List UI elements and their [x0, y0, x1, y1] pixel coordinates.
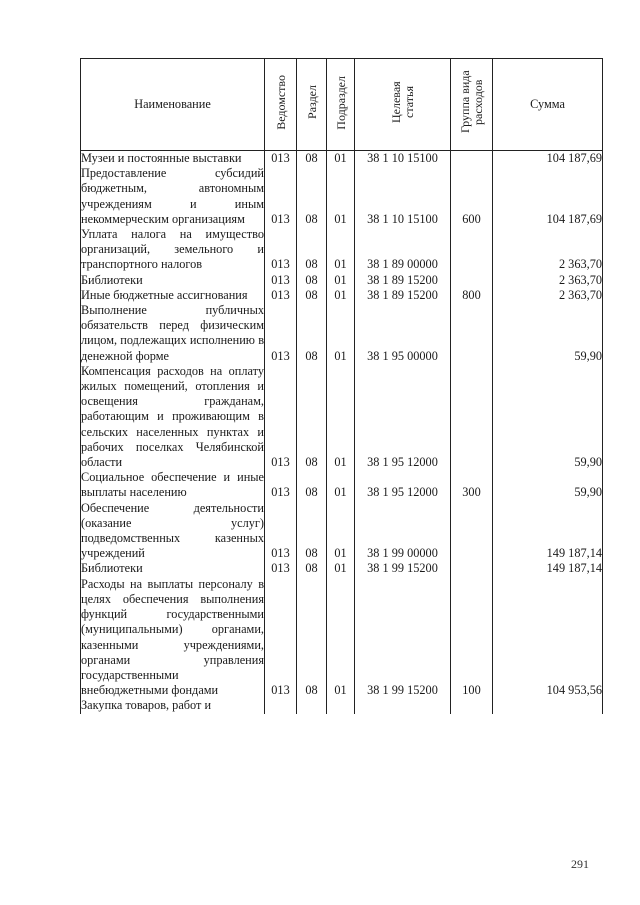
header-dept: Ведомство — [265, 59, 297, 151]
table-row — [81, 561, 603, 576]
cell-expense-group — [451, 227, 493, 273]
cell-sum: 104 187,69 — [493, 166, 603, 227]
cell-dept — [265, 698, 297, 713]
cell-expense-group — [451, 364, 493, 470]
header-sum: Сумма — [493, 59, 603, 151]
cell-section: 08 — [297, 501, 327, 562]
cell-expense-group — [451, 501, 493, 562]
cell-subsection: 01 — [327, 227, 355, 273]
cell-subsection: 01 — [327, 364, 355, 470]
header-section: Раздел — [297, 59, 327, 151]
table-row — [81, 698, 603, 713]
cell-name: Закупка товаров, работ и — [81, 698, 265, 713]
cell-target: 38 1 89 15200 — [355, 288, 451, 303]
cell-expense-group — [451, 698, 493, 713]
cell-target: 38 1 89 15200 — [355, 273, 451, 288]
cell-dept: 013 — [265, 470, 297, 500]
cell-dept: 013 — [265, 303, 297, 364]
cell-section: 08 — [297, 470, 327, 500]
cell-expense-group — [451, 303, 493, 364]
cell-name: Обеспечение деятельности (оказание услуг) подведомственных казенных учреждений — [81, 500, 264, 561]
cell-dept: 013 — [265, 288, 297, 303]
cell-section: 08 — [297, 561, 327, 576]
cell-name: Социальное обеспечение и иные выплаты населению — [81, 470, 264, 500]
header-name: Наименование — [81, 59, 265, 151]
cell-section: 08 — [297, 151, 327, 167]
cell-subsection: 01 — [327, 501, 355, 562]
cell-sum: 149 187,14 — [493, 501, 603, 562]
cell-section: 08 — [297, 227, 327, 273]
table-row — [81, 273, 603, 288]
cell-section: 08 — [297, 273, 327, 288]
cell-dept: 013 — [265, 577, 297, 699]
page-number: 291 — [571, 857, 589, 871]
table-body — [81, 151, 603, 714]
cell-target: 38 1 99 15200 — [355, 561, 451, 576]
cell-subsection — [327, 698, 355, 713]
cell-subsection: 01 — [327, 561, 355, 576]
cell-name: Выполнение публичных обязательств перед физическим лицом, подлежащих исполнению в денежной форме — [81, 303, 264, 363]
cell-name: Расходы на выплаты персоналу в целях обеспечения выполнения функций государственными (муниципальными) органами, казенными учреждениями, органами управления государственными внебюджетными фондами — [81, 576, 264, 698]
cell-sum: 149 187,14 — [493, 561, 603, 576]
cell-section — [297, 698, 327, 713]
cell-target: 38 1 10 15100 — [355, 166, 451, 227]
cell-dept: 013 — [265, 166, 297, 227]
cell-dept: 013 — [265, 561, 297, 576]
cell-dept: 013 — [265, 273, 297, 288]
cell-sum: 2 363,70 — [493, 227, 603, 273]
cell-sum: 104 953,56 — [493, 577, 603, 699]
cell-sum: 104 187,69 — [493, 151, 603, 167]
cell-target: 38 1 99 15200 — [355, 577, 451, 699]
cell-subsection: 01 — [327, 166, 355, 227]
cell-name: Библиотеки — [81, 561, 265, 576]
cell-subsection: 01 — [327, 273, 355, 288]
table-row — [81, 470, 603, 500]
cell-dept: 013 — [265, 151, 297, 167]
table-row — [81, 501, 603, 562]
cell-section: 08 — [297, 166, 327, 227]
table-row — [81, 227, 603, 273]
cell-name: Предоставление субсидий бюджетным, автономным учреждениям и иным некоммерческим организациям — [81, 166, 264, 226]
cell-name: Иные бюджетные ассигнования — [81, 288, 265, 303]
cell-target: 38 1 10 15100 — [355, 151, 451, 167]
cell-expense-group: 800 — [451, 288, 493, 303]
cell-expense-group: 600 — [451, 166, 493, 227]
cell-expense-group — [451, 273, 493, 288]
cell-subsection: 01 — [327, 151, 355, 167]
cell-subsection: 01 — [327, 288, 355, 303]
table-row — [81, 577, 603, 699]
cell-target: 38 1 99 00000 — [355, 501, 451, 562]
cell-name: Музеи и постоянные выставки — [81, 151, 265, 167]
cell-section: 08 — [297, 364, 327, 470]
cell-name: Библиотеки — [81, 273, 265, 288]
cell-target: 38 1 95 00000 — [355, 303, 451, 364]
cell-target: 38 1 95 12000 — [355, 470, 451, 500]
cell-sum: 59,90 — [493, 364, 603, 470]
cell-subsection: 01 — [327, 577, 355, 699]
cell-target: 38 1 95 12000 — [355, 364, 451, 470]
table-row — [81, 288, 603, 303]
header-expense-group: Группа вида расходов — [451, 59, 493, 151]
cell-name: Компенсация расходов на оплату жилых помещений, отопления и освещения гражданам, работающим и проживающим в сельских населенных пунктах и рабочих поселках Челябинской области — [81, 363, 264, 470]
cell-sum: 2 363,70 — [493, 273, 603, 288]
cell-expense-group — [451, 151, 493, 167]
cell-name: Уплата налога на имущество организаций, земельного и транспортного налогов — [81, 227, 264, 272]
table-row — [81, 151, 603, 167]
header-target: Целевая статья — [355, 59, 451, 151]
cell-subsection: 01 — [327, 303, 355, 364]
cell-target — [355, 698, 451, 713]
table-row — [81, 364, 603, 470]
table-row — [81, 166, 603, 227]
cell-section: 08 — [297, 288, 327, 303]
cell-sum — [493, 698, 603, 713]
cell-dept: 013 — [265, 364, 297, 470]
cell-sum: 2 363,70 — [493, 288, 603, 303]
cell-sum: 59,90 — [493, 470, 603, 500]
cell-section: 08 — [297, 303, 327, 364]
cell-expense-group: 300 — [451, 470, 493, 500]
cell-section: 08 — [297, 577, 327, 699]
cell-dept: 013 — [265, 501, 297, 562]
table-row — [81, 303, 603, 364]
cell-dept: 013 — [265, 227, 297, 273]
header-subsection: Подраздел — [327, 59, 355, 151]
table-header-row — [81, 59, 603, 151]
cell-target: 38 1 89 00000 — [355, 227, 451, 273]
cell-subsection: 01 — [327, 470, 355, 500]
cell-expense-group: 100 — [451, 577, 493, 699]
budget-table — [80, 58, 603, 714]
cell-sum: 59,90 — [493, 303, 603, 364]
cell-expense-group — [451, 561, 493, 576]
